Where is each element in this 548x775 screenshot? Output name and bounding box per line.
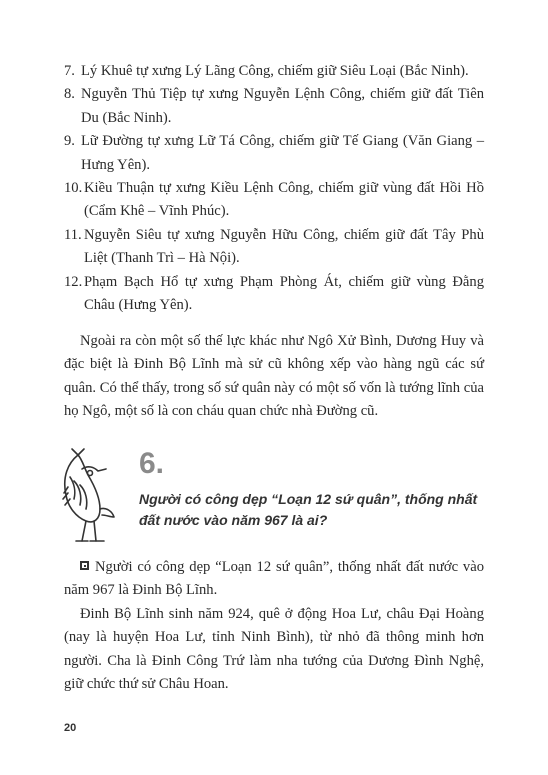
page-number: 20 bbox=[64, 722, 77, 734]
list-item-number: 8. bbox=[64, 86, 75, 103]
question-number: 6. bbox=[139, 447, 165, 480]
list-item-number: 9. bbox=[64, 133, 75, 150]
list-item bbox=[64, 271, 484, 318]
list-item-number: 10. bbox=[64, 180, 83, 197]
list-item-text: Phạm Bạch Hổ tự xưng Phạm Phòng Át, chiếm giữ vùng Đằng Châu (Hưng Yên). bbox=[84, 273, 484, 314]
list-item-number: 11. bbox=[64, 226, 82, 243]
question-block bbox=[60, 447, 490, 557]
list-item-text: Lý Khuê tự xưng Lý Lãng Công, chiếm giữ Siêu Loại (Bắc Ninh). bbox=[81, 63, 469, 79]
list-item bbox=[64, 224, 484, 271]
list-item-text: Nguyễn Siêu tự xưng Nguyễn Hữu Công, chiếm giữ đất Tây Phù Liệt (Thanh Trì – Hà Nội). bbox=[84, 226, 484, 267]
list-item bbox=[64, 83, 484, 130]
bird-icon bbox=[60, 447, 120, 547]
list-item-text: Nguyễn Thủ Tiệp tự xưng Nguyễn Lệnh Công, chiếm giữ đất Tiên Du (Bắc Ninh). bbox=[81, 86, 484, 126]
list-item-number: 12. bbox=[64, 273, 83, 290]
answer-lead-text: Người có công dẹp “Loạn 12 sứ quân”, thống nhất đất nước vào năm 967 là Đinh Bộ Lĩnh. bbox=[64, 559, 484, 599]
answer-lead bbox=[64, 556, 484, 603]
list-item bbox=[64, 177, 484, 224]
list-item-text: Lữ Đường tự xưng Lữ Tá Công, chiếm giữ Tế Giang (Văn Giang – Hưng Yên). bbox=[81, 133, 484, 173]
answer-body: Đinh Bộ Lĩnh sinh năm 924, quê ở động Hoa Lư, châu Đại Hoàng (nay là huyện Hoa Lư, tỉnh Ninh Bình), từ nhỏ đã thông minh hơn người. Cha là Đinh Công Trứ làm nha tướng của Dương Đình Nghệ, giữ chức thứ sử Châu Hoan. bbox=[64, 606, 484, 693]
list-item bbox=[64, 60, 484, 83]
list-item-number: 7. bbox=[64, 63, 75, 79]
list-item-text: Kiều Thuận tự xưng Kiều Lệnh Công, chiếm giữ vùng đất Hồi Hồ (Cẩm Khê – Vĩnh Phúc). bbox=[84, 180, 484, 220]
body-paragraph: Ngoài ra còn một số thế lực khác như Ngô Xử Bình, Dương Huy và đặc biệt là Đinh Bộ Lĩnh mà sử cũ không xếp vào hàng ngũ các sứ quân. Có thể thấy, trong số sứ quân này có một số vốn là tướng lĩnh của họ Ngô, một số là con cháu quan chức nhà Đường cũ. bbox=[64, 333, 484, 420]
square-bullet-icon bbox=[80, 561, 89, 570]
question-title: Người có công dẹp “Loạn 12 sứ quân”, thống nhất đất nước vào năm 967 là ai? bbox=[139, 491, 478, 528]
list-item bbox=[64, 130, 484, 177]
numbered-list bbox=[64, 60, 484, 317]
